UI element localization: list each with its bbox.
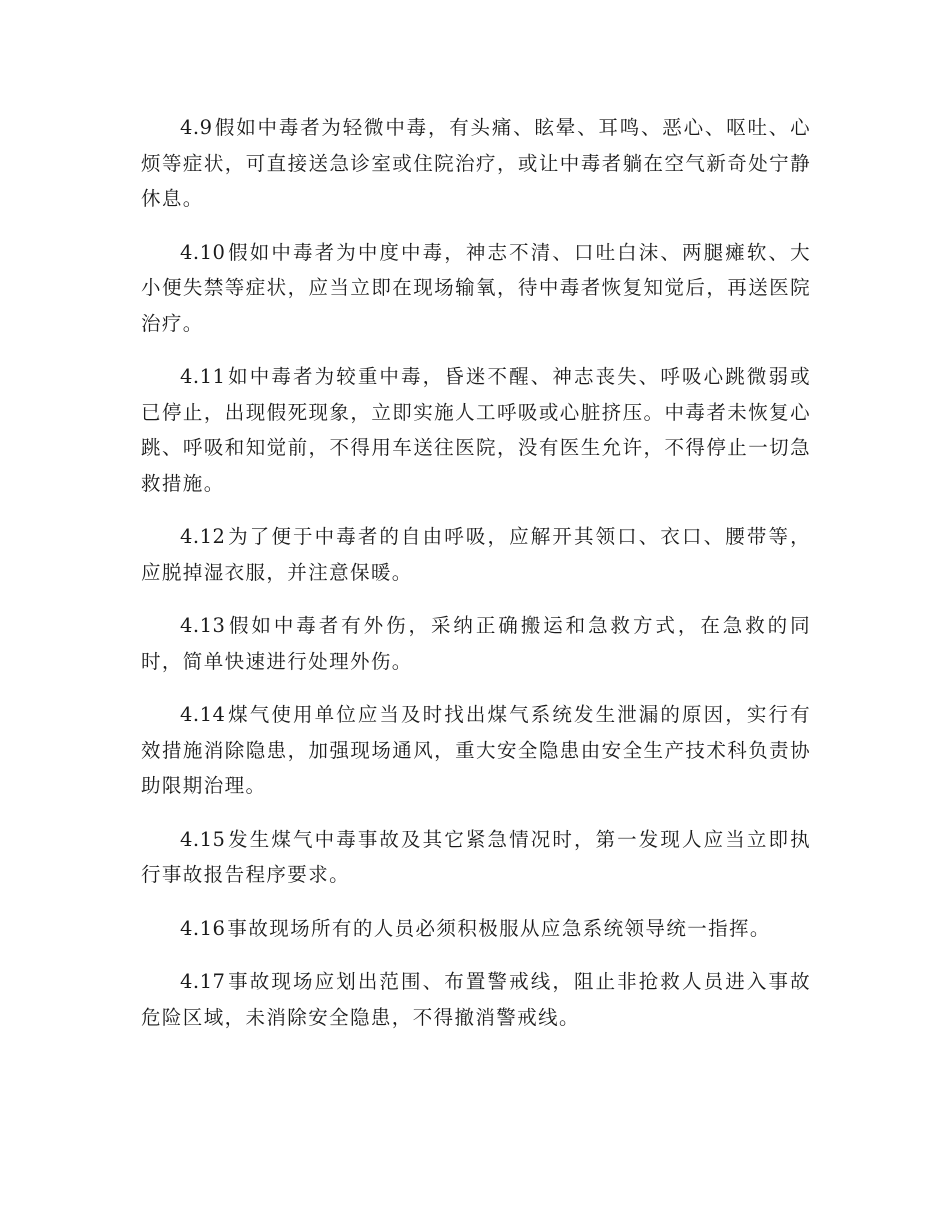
- paragraph-4-14: [141, 697, 811, 804]
- paragraph-4-16: [141, 911, 811, 947]
- paragraph-text: 假如中毒者为中度中毒，神志不清、口吐白沫、两腿瘫软、大小便失禁等症状，应当立即在现场输氧，待中毒者恢复知觉后，再送医院治疗。: [141, 240, 811, 335]
- paragraph-text: 煤气使用单位应当及时找出煤气系统发生泄漏的原因，实行有效措施消除隐患，加强现场通风，重大安全隐患由安全生产技术科负责协助限期治理。: [141, 703, 811, 797]
- paragraph-text: 事故现场应划出范围、布置警戒线，阻止非抢救人员进入事故危险区域，未消除安全隐患，不得撤消警戒线。: [141, 970, 811, 1029]
- paragraph-4-12: [141, 519, 811, 590]
- paragraph-text: 假如中毒者为轻微中毒，有头痛、眩晕、耳鸣、恶心、呕吐、心烦等症状，可直接送急诊室或住院治疗，或让中毒者躺在空气新奇处宁静休息。: [141, 116, 811, 210]
- paragraph-4-9: [141, 110, 811, 217]
- paragraph-4-15: [141, 822, 811, 893]
- paragraph-4-11: [141, 359, 811, 501]
- paragraph-number: 4.14: [180, 703, 226, 726]
- paragraph-text: 如中毒者为较重中毒，昏迷不醒、神志丧失、呼吸心跳微弱或已停止，出现假死现象，立即实施人工呼吸或心脏挤压。中毒者未恢复心跳、呼吸和知觉前，不得用车送往医院，没有医生允许，不得停止一切急救措施。: [141, 365, 811, 495]
- paragraph-4-13: [141, 608, 811, 679]
- paragraph-number: 4.12: [180, 525, 226, 548]
- paragraph-text: 为了便于中毒者的自由呼吸，应解开其领口、衣口、腰带等，应脱掉湿衣服，并注意保暖。: [141, 525, 811, 584]
- paragraph-text: 发生煤气中毒事故及其它紧急情况时，第一发现人应当立即执行事故报告程序要求。: [141, 827, 811, 886]
- document-body: [141, 110, 811, 1053]
- paragraph-number: 4.13: [180, 614, 226, 637]
- paragraph-4-10: [141, 235, 811, 342]
- paragraph-number: 4.11: [180, 365, 226, 388]
- paragraph-number: 4.9: [180, 116, 213, 139]
- paragraph-number: 4.17: [180, 970, 226, 993]
- paragraph-text: 事故现场所有的人员必须积极服从应急系统领导统一指挥。: [227, 916, 771, 940]
- paragraph-4-17: [141, 964, 811, 1035]
- paragraph-text: 假如中毒者有外伤，采纳正确搬运和急救方式，在急救的同时，简单快速进行处理外伤。: [141, 614, 811, 673]
- paragraph-number: 4.15: [180, 827, 226, 851]
- paragraph-number: 4.16: [180, 916, 226, 940]
- paragraph-number: 4.10: [180, 240, 226, 264]
